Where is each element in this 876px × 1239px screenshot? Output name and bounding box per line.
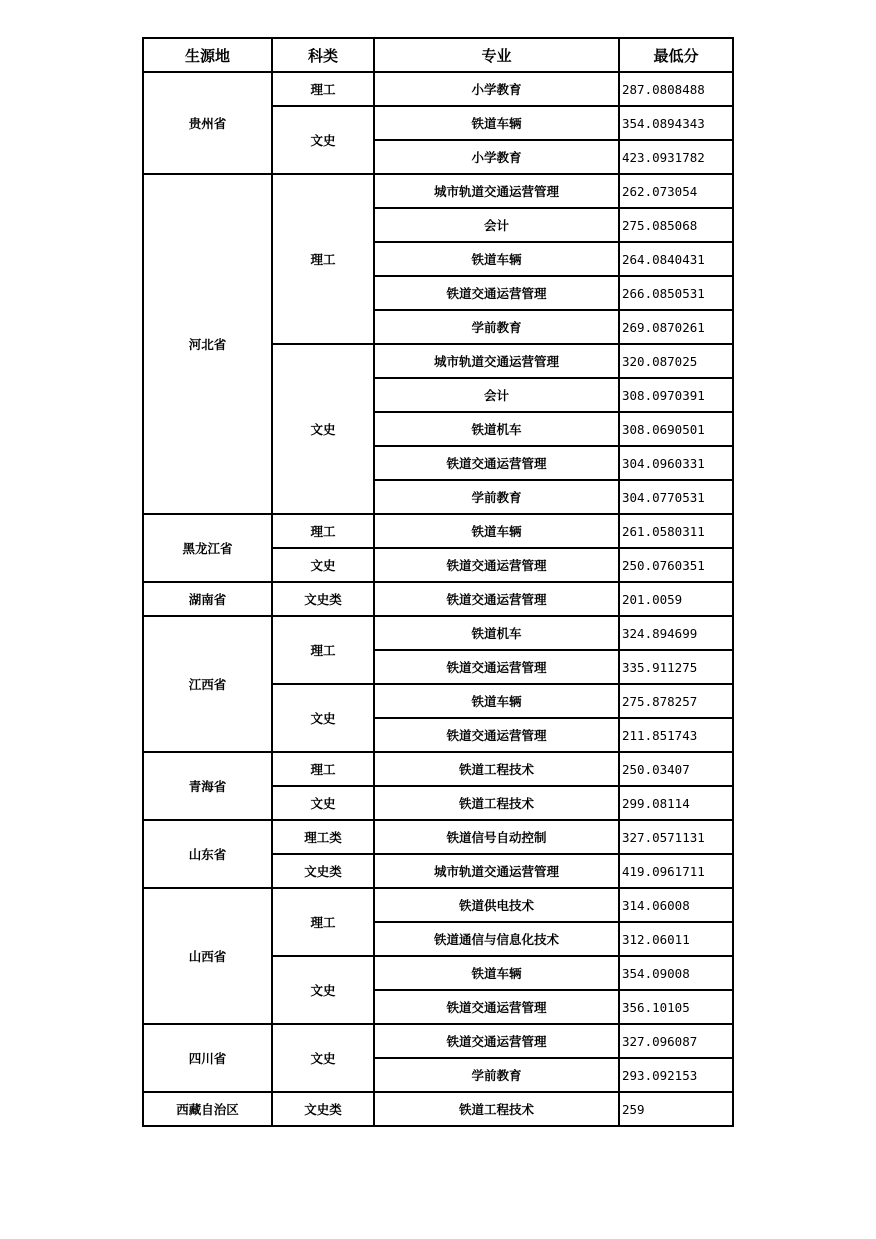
score-cell: 320.087025 [619, 344, 733, 378]
category-cell: 理工 [272, 514, 374, 548]
province-cell: 西藏自治区 [143, 1092, 272, 1126]
score-cell: 266.0850531 [619, 276, 733, 310]
major-cell: 铁道交通运营管理 [374, 650, 619, 684]
score-cell: 211.851743 [619, 718, 733, 752]
table-row [143, 582, 733, 616]
major-cell: 城市轨道交通运营管理 [374, 854, 619, 888]
table-row [143, 72, 733, 106]
table-row [143, 616, 733, 650]
major-cell: 铁道车辆 [374, 956, 619, 990]
major-cell: 城市轨道交通运营管理 [374, 344, 619, 378]
major-cell: 铁道信号自动控制 [374, 820, 619, 854]
header-province: 生源地 [143, 38, 272, 72]
table-body [143, 72, 733, 1126]
score-cell: 250.03407 [619, 752, 733, 786]
admission-score-table [142, 37, 734, 1127]
score-cell: 261.0580311 [619, 514, 733, 548]
major-cell: 铁道车辆 [374, 684, 619, 718]
score-cell: 335.911275 [619, 650, 733, 684]
score-cell: 264.0840431 [619, 242, 733, 276]
major-cell: 会计 [374, 208, 619, 242]
score-cell: 259 [619, 1092, 733, 1126]
major-cell: 铁道供电技术 [374, 888, 619, 922]
category-cell: 文史 [272, 684, 374, 752]
score-cell: 293.092153 [619, 1058, 733, 1092]
major-cell: 铁道机车 [374, 412, 619, 446]
table-row [143, 514, 733, 548]
score-cell: 354.0894343 [619, 106, 733, 140]
score-cell: 419.0961711 [619, 854, 733, 888]
major-cell: 小学教育 [374, 72, 619, 106]
table-row [143, 888, 733, 922]
score-cell: 262.073054 [619, 174, 733, 208]
province-cell: 山西省 [143, 888, 272, 1024]
score-cell: 304.0770531 [619, 480, 733, 514]
score-cell: 201.0059 [619, 582, 733, 616]
category-cell: 理工 [272, 616, 374, 684]
province-cell: 四川省 [143, 1024, 272, 1092]
table-row [143, 752, 733, 786]
score-cell: 314.06008 [619, 888, 733, 922]
header-category: 科类 [272, 38, 374, 72]
province-cell: 山东省 [143, 820, 272, 888]
major-cell: 铁道交通运营管理 [374, 990, 619, 1024]
major-cell: 学前教育 [374, 480, 619, 514]
major-cell: 铁道交通运营管理 [374, 582, 619, 616]
major-cell: 城市轨道交通运营管理 [374, 174, 619, 208]
score-cell: 356.10105 [619, 990, 733, 1024]
major-cell: 铁道车辆 [374, 242, 619, 276]
category-cell: 理工 [272, 72, 374, 106]
header-min-score: 最低分 [619, 38, 733, 72]
category-cell: 文史 [272, 106, 374, 174]
category-cell: 文史 [272, 786, 374, 820]
province-cell: 贵州省 [143, 72, 272, 174]
score-cell: 275.878257 [619, 684, 733, 718]
score-cell: 308.0970391 [619, 378, 733, 412]
category-cell: 理工类 [272, 820, 374, 854]
score-cell: 308.0690501 [619, 412, 733, 446]
score-cell: 275.085068 [619, 208, 733, 242]
province-cell: 青海省 [143, 752, 272, 820]
major-cell: 铁道工程技术 [374, 786, 619, 820]
major-cell: 铁道交通运营管理 [374, 718, 619, 752]
major-cell: 铁道交通运营管理 [374, 446, 619, 480]
province-cell: 河北省 [143, 174, 272, 514]
score-cell: 327.0571131 [619, 820, 733, 854]
major-cell: 铁道通信与信息化技术 [374, 922, 619, 956]
score-cell: 269.0870261 [619, 310, 733, 344]
header-row [143, 38, 733, 72]
category-cell: 理工 [272, 888, 374, 956]
major-cell: 铁道工程技术 [374, 1092, 619, 1126]
score-cell: 354.09008 [619, 956, 733, 990]
major-cell: 铁道车辆 [374, 106, 619, 140]
score-cell: 423.0931782 [619, 140, 733, 174]
major-cell: 小学教育 [374, 140, 619, 174]
header-major: 专业 [374, 38, 619, 72]
score-cell: 327.096087 [619, 1024, 733, 1058]
major-cell: 铁道交通运营管理 [374, 276, 619, 310]
major-cell: 铁道交通运营管理 [374, 548, 619, 582]
province-cell: 湖南省 [143, 582, 272, 616]
category-cell: 理工 [272, 752, 374, 786]
major-cell: 学前教育 [374, 1058, 619, 1092]
category-cell: 文史 [272, 956, 374, 1024]
category-cell: 文史类 [272, 582, 374, 616]
category-cell: 文史类 [272, 1092, 374, 1126]
major-cell: 学前教育 [374, 310, 619, 344]
category-cell: 文史 [272, 344, 374, 514]
score-cell: 304.0960331 [619, 446, 733, 480]
category-cell: 文史类 [272, 854, 374, 888]
table-row [143, 174, 733, 208]
score-cell: 287.0808488 [619, 72, 733, 106]
score-cell: 324.894699 [619, 616, 733, 650]
table-row [143, 820, 733, 854]
score-cell: 250.0760351 [619, 548, 733, 582]
province-cell: 江西省 [143, 616, 272, 752]
major-cell: 铁道交通运营管理 [374, 1024, 619, 1058]
major-cell: 会计 [374, 378, 619, 412]
category-cell: 文史 [272, 1024, 374, 1092]
score-cell: 312.06011 [619, 922, 733, 956]
category-cell: 理工 [272, 174, 374, 344]
table-row [143, 1024, 733, 1058]
table-row [143, 1092, 733, 1126]
province-cell: 黑龙江省 [143, 514, 272, 582]
score-cell: 299.08114 [619, 786, 733, 820]
major-cell: 铁道工程技术 [374, 752, 619, 786]
major-cell: 铁道车辆 [374, 514, 619, 548]
category-cell: 文史 [272, 548, 374, 582]
major-cell: 铁道机车 [374, 616, 619, 650]
